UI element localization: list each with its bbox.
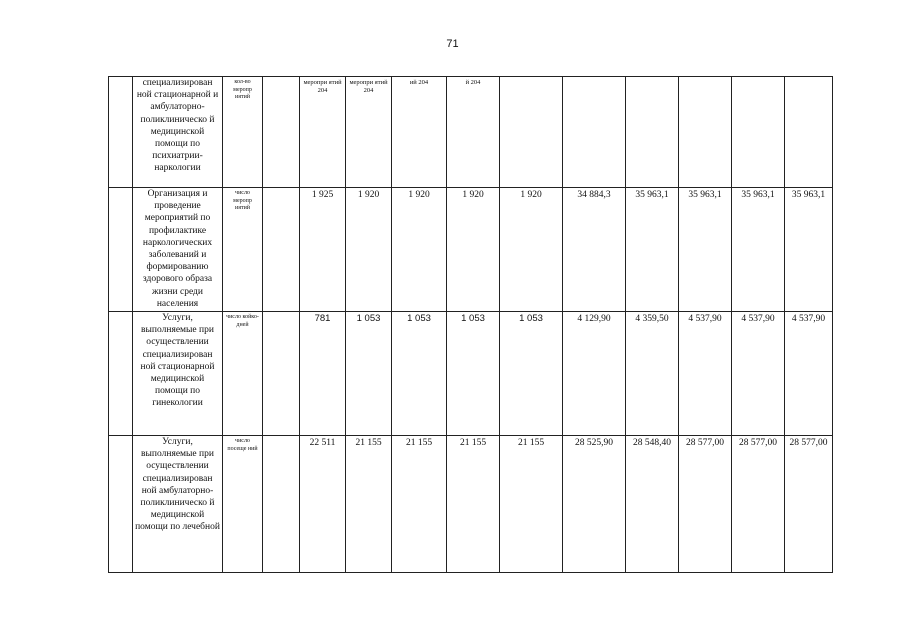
- unit-cell: число меропр иятий: [223, 188, 263, 312]
- cell-index: [109, 77, 133, 188]
- value-cell: 28 577,00: [679, 436, 732, 573]
- value-cell: 21 155: [447, 436, 500, 573]
- value-cell: 28 577,00: [785, 436, 833, 573]
- value-cell: 4 537,90: [785, 312, 833, 436]
- value-cell: 4 359,50: [626, 312, 679, 436]
- table-row: [109, 436, 833, 573]
- unit-cell: число койко-дней: [223, 312, 263, 436]
- value-cell: 28 548,40: [626, 436, 679, 573]
- cell-index: [109, 188, 133, 312]
- service-name-cell: Услуги, выполняемые при осуществлении специализирован ной амбулаторно-поликлиническо й медицинской помощи по лечебной: [133, 436, 223, 573]
- unit-cell: число посеще ний: [223, 436, 263, 573]
- value-cell: 1 920: [392, 188, 447, 312]
- value-cell: [263, 436, 300, 573]
- value-cell: 781: [300, 312, 346, 436]
- value-cell: 1 053: [346, 312, 392, 436]
- value-cell: 21 155: [392, 436, 447, 573]
- value-cell: [626, 77, 679, 188]
- value-cell: [263, 77, 300, 188]
- value-cell: 34 884,3: [563, 188, 626, 312]
- value-cell: 35 963,1: [679, 188, 732, 312]
- value-cell: й 204: [447, 77, 500, 188]
- table-row: [109, 77, 833, 188]
- value-cell: 35 963,1: [732, 188, 785, 312]
- unit-cell: кол-во меропр иятий: [223, 77, 263, 188]
- cell-index: [109, 312, 133, 436]
- value-cell: 4 537,90: [679, 312, 732, 436]
- data-table: [108, 76, 833, 573]
- service-name-cell: Организация и проведение мероприятий по профилактике наркологических заболеваний и формированию здорового образа жизни среди населения: [133, 188, 223, 312]
- value-cell: 1 920: [346, 188, 392, 312]
- value-cell: [263, 312, 300, 436]
- value-cell: [563, 77, 626, 188]
- value-cell: ий 204: [392, 77, 447, 188]
- service-name-cell: Услуги, выполняемые при осуществлении специализирован ной стационарной медицинской помощи по гинекологии: [133, 312, 223, 436]
- value-cell: 1 053: [500, 312, 563, 436]
- value-cell: 1 920: [447, 188, 500, 312]
- page-number: 71: [446, 38, 459, 50]
- value-cell: [263, 188, 300, 312]
- value-cell: 1 920: [500, 188, 563, 312]
- value-cell: 22 511: [300, 436, 346, 573]
- value-cell: 35 963,1: [626, 188, 679, 312]
- value-cell: 35 963,1: [785, 188, 833, 312]
- value-cell: [732, 77, 785, 188]
- value-cell: [679, 77, 732, 188]
- value-cell: [785, 77, 833, 188]
- value-cell: меропри ятий 204: [346, 77, 392, 188]
- value-cell: 1 053: [447, 312, 500, 436]
- value-cell: 28 577,00: [732, 436, 785, 573]
- value-cell: 21 155: [500, 436, 563, 573]
- value-cell: 4 537,90: [732, 312, 785, 436]
- value-cell: 4 129,90: [563, 312, 626, 436]
- value-cell: 21 155: [346, 436, 392, 573]
- value-cell: [500, 77, 563, 188]
- cell-index: [109, 436, 133, 573]
- value-cell: 1 053: [392, 312, 447, 436]
- service-name-cell: специализирован ной стационарной и амбулаторно-поликлиническо й медицинской помощи по психиатрии-наркологии: [133, 77, 223, 188]
- table-row: [109, 188, 833, 312]
- value-cell: 28 525,90: [563, 436, 626, 573]
- value-cell: 1 925: [300, 188, 346, 312]
- value-cell: меропри ятий 204: [300, 77, 346, 188]
- table-row: [109, 312, 833, 436]
